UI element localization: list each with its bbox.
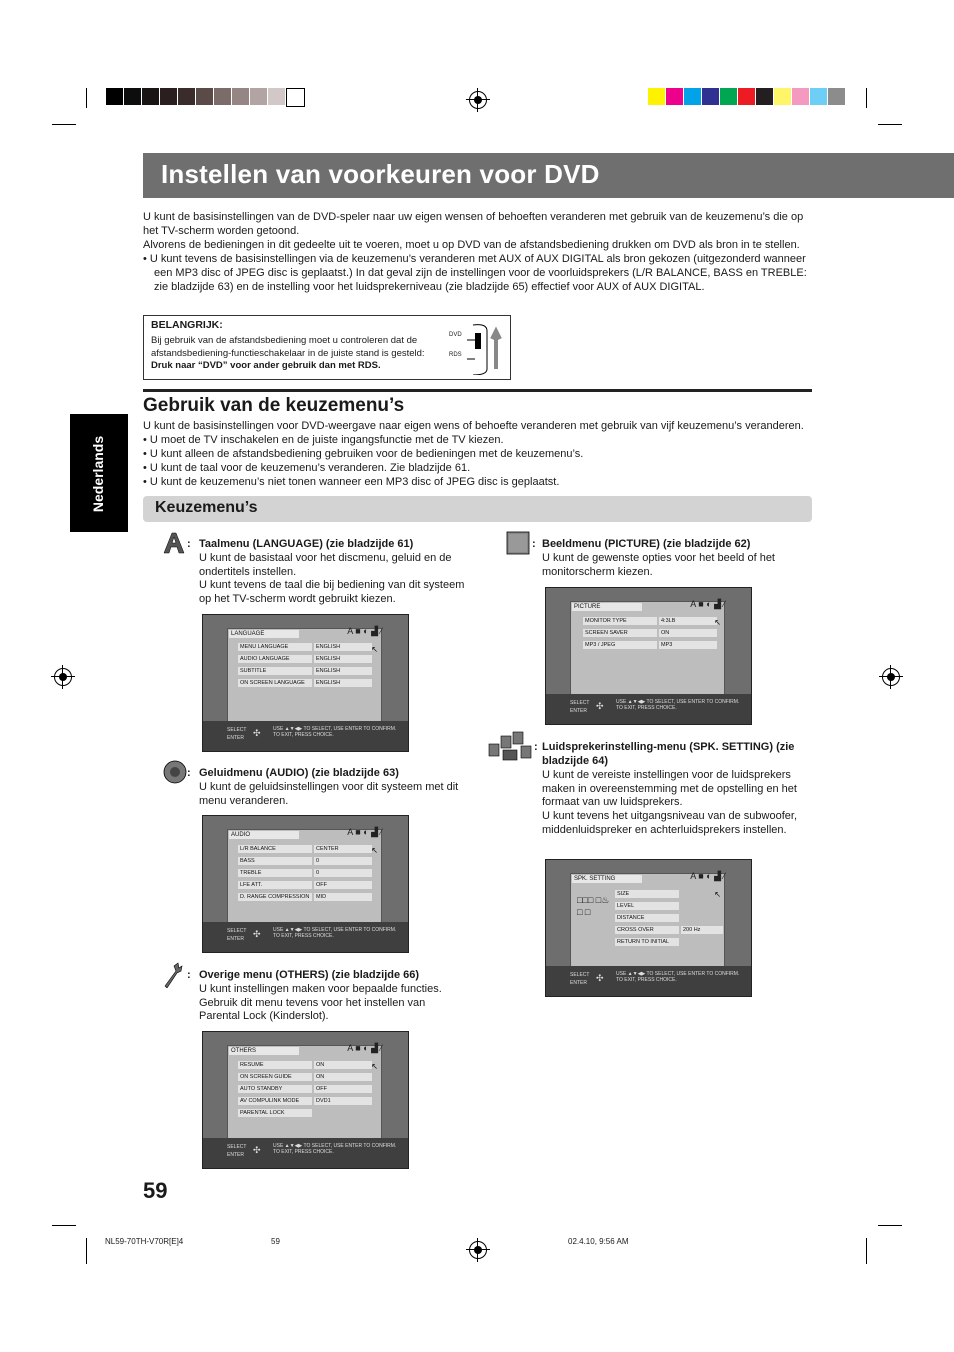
color-swatch: [106, 88, 123, 105]
color-swatch: [828, 88, 845, 105]
language-desc-2: U kunt tevens de taal die bij bediening van dit systeem op het TV-scherm wordt gebruikt kiezen.: [199, 579, 465, 606]
audio-menu-heading: Geluidmenu (AUDIO) (zie bladzijde 63): [199, 767, 399, 779]
remote-switch-icon: [449, 319, 507, 375]
menu-row-label: SCREEN SAVER: [583, 629, 657, 637]
side-tab-label: Nederlands: [90, 435, 106, 513]
menu-row-label: ON SCREEN GUIDE: [238, 1073, 312, 1081]
page-title: Instellen van voorkeuren voor DVD: [161, 159, 600, 189]
menu-tab-icons: A ■ ◐ ▟ ⁄: [690, 599, 725, 609]
color-swatch: [810, 88, 827, 105]
arrow-keys-icon: ✣: [253, 929, 261, 939]
menu-row-label: L/R BALANCE: [238, 845, 312, 853]
instruction-line-2: TO EXIT, PRESS CHOICE.: [273, 732, 334, 738]
instruction-line-1: USE ▲▼◀▶ TO SELECT, USE ENTER TO CONFIRM.: [616, 971, 740, 977]
menu-row-label: CROSS OVER: [615, 926, 679, 934]
switch-label-rds: RDS: [449, 352, 462, 358]
cursor-icon: ↖: [371, 645, 378, 654]
menu-tab-icons: A ■ ◐ ▟ ⁄: [347, 1043, 382, 1053]
language-menu-desc: [199, 552, 469, 607]
menu-row-label: SUBTITLE: [238, 667, 312, 675]
footer-date: 02.4.10, 9:56 AM: [568, 1237, 629, 1246]
picture-menu-desc: U kunt de gewenste opties voor het beeld of het monitorscherm kiezen.: [542, 552, 775, 578]
registration-mark-icon: [882, 668, 900, 686]
footer-instructions: [616, 699, 739, 711]
menu-panel: [227, 1045, 382, 1141]
intro-paragraph-2: Alvorens de bedieningen in dit gedeelte uit te voeren, moet u op DVD van de afstandsbediening drukken om DVD als bron in te stellen.: [143, 239, 800, 251]
color-swatch: [142, 88, 159, 105]
color-swatch: [702, 88, 719, 105]
footer-file: NL59-70TH-V70R[E]4: [105, 1237, 184, 1246]
speaker-setting-menu-icon: [487, 730, 533, 762]
intro-text: [143, 210, 813, 294]
color-swatch: [666, 88, 683, 105]
menu-row-label: AV COMPULINK MODE: [238, 1097, 312, 1105]
select-label: SELECT: [570, 700, 590, 706]
picture-menu-screen: [545, 587, 752, 725]
menu-row-value: 4:3LB: [659, 617, 717, 625]
menu-row-value: MID: [314, 893, 372, 901]
menu-panel: [227, 628, 382, 724]
menu-panel: [227, 829, 382, 925]
instruction-line-1: USE ▲▼◀▶ TO SELECT, USE ENTER TO CONFIRM.: [616, 699, 740, 705]
instruction-line-1: USE ▲▼◀▶ TO SELECT, USE ENTER TO CONFIRM.: [273, 927, 397, 933]
language-menu-icon: [162, 531, 186, 555]
subsection-heading-text: Keuzemenu’s: [155, 499, 258, 516]
cursor-icon: ↖: [714, 618, 721, 627]
menu-tab-name: SPK. SETTING: [572, 875, 642, 883]
color-swatch: [738, 88, 755, 105]
cursor-icon: ↖: [714, 890, 721, 899]
color-swatch: [648, 88, 665, 105]
enter-label: ENTER: [227, 936, 244, 942]
menu-row-value: ON: [659, 629, 717, 637]
menu-row-label: LEVEL: [615, 902, 679, 910]
menu-row-value: 0: [314, 869, 372, 877]
instruction-line-2: TO EXIT, PRESS CHOICE.: [273, 1149, 334, 1155]
color-swatch: [124, 88, 141, 105]
select-label: SELECT: [227, 1144, 247, 1150]
arrow-keys-icon: ✣: [596, 701, 604, 711]
enter-label: ENTER: [227, 735, 244, 741]
menu-row-label: SIZE: [615, 890, 679, 898]
color-swatch: [178, 88, 195, 105]
footer-select-enter: [570, 971, 589, 987]
intro-paragraph-1: U kunt de basisinstellingen van de DVD-speler naar uw eigen wensen of behoeften veranderen met gebruik van de keuzemenu’s die op het TV-scherm worden getoond.: [143, 211, 804, 237]
enter-label: ENTER: [570, 708, 587, 714]
menu-row-label: PARENTAL LOCK: [238, 1109, 312, 1117]
menu-tab-icons: A ■ ◐ ▟ ⁄: [690, 871, 725, 881]
speaker-menu-desc: [542, 769, 802, 838]
section-paragraph: U kunt de basisinstellingen voor DVD-weergave naar eigen wens of behoefte veranderen met gebruik van vijf keuzemenu’s veranderen.: [143, 420, 804, 432]
instruction-line-2: TO EXIT, PRESS CHOICE.: [616, 705, 677, 711]
menu-tab-icons: A ■ ◐ ▟ ⁄: [347, 626, 382, 636]
important-heading: BELANGRIJK:: [151, 319, 223, 331]
cursor-icon: ↖: [371, 846, 378, 855]
cursor-icon: ↖: [371, 1062, 378, 1071]
footer-page: 59: [271, 1237, 280, 1246]
speaker-menu-heading: Luidsprekerinstelling-menu (SPK. SETTING) (zie bladzijde 64): [542, 741, 795, 767]
important-body: Bij gebruik van de afstandsbediening moet u controleren dat de afstandsbediening-functieschakelaar in de juiste stand is gesteld:: [151, 335, 425, 359]
audio-menu-icon: [163, 760, 187, 784]
menu-row-label: RESUME: [238, 1061, 312, 1069]
instruction-line-1: USE ▲▼◀▶ TO SELECT, USE ENTER TO CONFIRM.: [273, 726, 397, 732]
menu-row-value: CENTER: [314, 845, 372, 853]
footer-select-enter: [227, 1143, 246, 1159]
others-menu-screen: [202, 1031, 409, 1169]
menu-panel: [570, 873, 725, 969]
language-menu-heading: Taalmenu (LANGUAGE) (zie bladzijde 61): [199, 538, 414, 550]
footer-select-enter: [227, 927, 246, 943]
section-bullet: • U kunt de taal voor de keuzemenu’s veranderen. Zie bladzijde 61.: [143, 462, 471, 474]
picture-menu-heading: Beeldmenu (PICTURE) (zie bladzijde 62): [542, 538, 751, 550]
color-swatch: [720, 88, 737, 105]
select-label: SELECT: [227, 928, 247, 934]
others-menu-heading: Overige menu (OTHERS) (zie bladzijde 66): [199, 969, 420, 981]
menu-footer: [203, 922, 408, 952]
menu-row-value: OFF: [314, 1085, 372, 1093]
others-menu-icon: [162, 962, 184, 988]
speaker-desc-1: U kunt de vereiste instellingen voor de luidsprekers maken in overeenstemming met de opstelling en het formaat van uw luidsprekers.: [542, 769, 797, 809]
menu-row-label: ON SCREEN LANGUAGE: [238, 679, 312, 687]
footer-instructions: [616, 971, 739, 983]
color-swatch: [196, 88, 213, 105]
color-swatch: [792, 88, 809, 105]
arrow-keys-icon: ✣: [253, 1145, 261, 1155]
menu-row-label: D. RANGE COMPRESSION: [238, 893, 312, 901]
menu-row-label: RETURN TO INITIAL: [615, 938, 679, 946]
others-menu-desc: U kunt instellingen maken voor bepaalde functies. Gebruik dit menu tevens voor het instellen van Parental Lock (Kinderslot).: [199, 983, 442, 1023]
menu-tab-name: LANGUAGE: [229, 630, 299, 638]
arrow-keys-icon: ✣: [596, 973, 604, 983]
section-heading-text: Gebruik van de keuzemenu’s: [143, 395, 405, 416]
menu-footer: [546, 694, 751, 724]
registration-mark-icon: [469, 91, 487, 109]
audio-menu-screen: [202, 815, 409, 953]
section-heading: [143, 389, 812, 416]
enter-label: ENTER: [570, 980, 587, 986]
important-text: [151, 335, 443, 373]
language-side-tab: [70, 414, 128, 532]
menu-row-label: LFE ATT.: [238, 881, 312, 889]
section-bullet: • U kunt alleen de afstandsbediening gebruiken voor de bedieningen met de keuzemenu’s.: [143, 448, 584, 460]
menu-row-value: OFF: [314, 881, 372, 889]
menu-footer: [203, 1138, 408, 1168]
subsection-heading: [143, 496, 812, 522]
section-text: [143, 419, 813, 489]
instruction-line-1: USE ▲▼◀▶ TO SELECT, USE ENTER TO CONFIRM.: [273, 1143, 397, 1149]
menu-row-value: ENGLISH: [314, 679, 372, 687]
menu-footer: [203, 721, 408, 751]
menu-row-label: BASS: [238, 857, 312, 865]
menu-row-label: MENU LANGUAGE: [238, 643, 312, 651]
instruction-line-2: TO EXIT, PRESS CHOICE.: [273, 933, 334, 939]
menu-row-value: ENGLISH: [314, 655, 372, 663]
page-number: 59: [143, 1178, 168, 1203]
switch-label-dvd: DVD: [449, 332, 462, 338]
menu-tab-icons: A ■ ◐ ▟ ⁄: [347, 827, 382, 837]
footer-select-enter: [570, 699, 589, 715]
color-swatch: [286, 88, 305, 107]
important-box: [143, 315, 511, 380]
color-swatch: [268, 88, 285, 105]
menu-row-label: DISTANCE: [615, 914, 679, 922]
color-swatch: [214, 88, 231, 105]
speaker-layout-icon: □□□ □♨ □ □: [577, 895, 610, 917]
language-desc-1: U kunt de basistaal voor het discmenu, geluid en de ondertitels instellen.: [199, 552, 452, 578]
menu-tab-name: AUDIO: [229, 831, 299, 839]
color-swatch: [684, 88, 701, 105]
menu-row-value: 200 Hz: [681, 926, 723, 934]
color-swatch: [160, 88, 177, 105]
menu-footer: [546, 966, 751, 996]
color-swatch: [250, 88, 267, 105]
important-bold: Druk naar “DVD” voor ander gebruik dan met RDS.: [151, 360, 381, 371]
picture-menu-icon: [506, 531, 530, 555]
footer-select-enter: [227, 726, 246, 742]
color-swatch: [774, 88, 791, 105]
speaker-menu-screen: [545, 859, 752, 997]
menu-panel: [570, 601, 725, 697]
menu-row-label: MP3 / JPEG: [583, 641, 657, 649]
enter-label: ENTER: [227, 1152, 244, 1158]
menu-row-label: TREBLE: [238, 869, 312, 877]
footer-instructions: [273, 927, 396, 939]
audio-menu-desc: U kunt de geluidsinstellingen voor dit systeem met dit menu veranderen.: [199, 781, 459, 807]
speaker-desc-2: U kunt tevens het uitgangsniveau van de subwoofer, middenluidspreker en achterluidsprekers instellen.: [542, 810, 798, 836]
title-bar: [143, 153, 954, 198]
select-label: SELECT: [570, 972, 590, 978]
menu-row-value: ENGLISH: [314, 643, 372, 651]
color-swatch: [756, 88, 773, 105]
registration-mark-icon: [54, 668, 72, 686]
menu-tab-name: OTHERS: [229, 1047, 299, 1055]
menu-row-label: AUTO STANDBY: [238, 1085, 312, 1093]
section-bullet: • U moet de TV inschakelen en de juiste ingangsfunctie met de TV kiezen.: [143, 434, 504, 446]
select-label: SELECT: [227, 727, 247, 733]
footer-instructions: [273, 726, 396, 738]
section-bullet: • U kunt de keuzemenu’s niet tonen wanneer een MP3 disc of JPEG disc is geplaatst.: [143, 476, 560, 488]
instruction-line-2: TO EXIT, PRESS CHOICE.: [616, 977, 677, 983]
menu-row-value: DVD1: [314, 1097, 372, 1105]
menu-tab-name: PICTURE: [572, 603, 642, 611]
menu-row-value: ON: [314, 1061, 372, 1069]
menu-row-value: MP3: [659, 641, 717, 649]
footer-instructions: [273, 1143, 396, 1155]
color-swatch: [232, 88, 249, 105]
menu-row-label: MONITOR TYPE: [583, 617, 657, 625]
intro-bullet: • U kunt tevens de basisinstellingen via de keuzemenu’s veranderen met AUX of AUX DIGITAL als bron gekozen (uitgezonderd wanneer een MP3 disc of JPEG disc is geplaatst.) In dat geval zijn de instellingen voor de voorluidsprekers (L/R BALANCE, BASS en TREBLE: zie bladzijde 63) en de instelling voor het luidsprekerniveau (zie bladzijde 65) effectief voor AUX of AUX DIGITAL.: [143, 253, 807, 293]
language-menu-screen: [202, 614, 409, 752]
menu-row-label: AUDIO LANGUAGE: [238, 655, 312, 663]
menu-row-value: ON: [314, 1073, 372, 1081]
menu-row-value: ENGLISH: [314, 667, 372, 675]
menu-row-value: 0: [314, 857, 372, 865]
registration-mark-icon: [469, 1241, 487, 1259]
arrow-keys-icon: ✣: [253, 728, 261, 738]
